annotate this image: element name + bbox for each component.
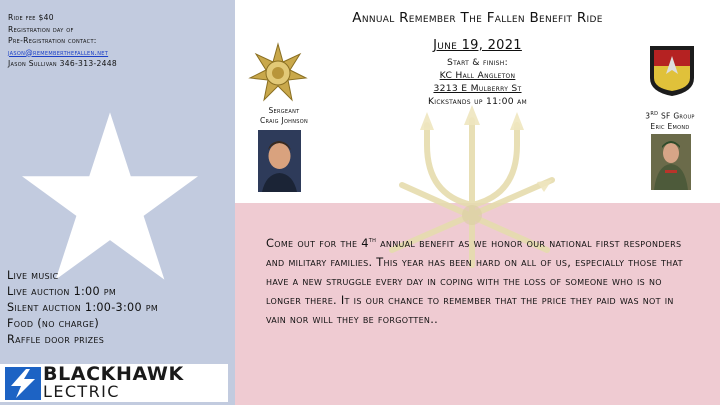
pre-registration-label: Pre-Registration contact:	[8, 36, 97, 45]
venue-name: KC Hall Angleton	[439, 70, 516, 81]
sponsor-name	[43, 363, 184, 401]
honoree-right-unit-line	[626, 108, 714, 122]
venue-address: 3213 E Mulberry St	[433, 83, 522, 94]
amenity-item: Live music	[7, 269, 59, 282]
amenity-item: Raffle door prizes	[7, 333, 105, 346]
registration-day-of: Registration day of	[8, 24, 74, 34]
sponsor-line1: BLACKHAWK	[43, 363, 184, 385]
registration-info	[8, 12, 117, 70]
amenity-item: Food (no charge)	[7, 317, 99, 330]
honoree-right-name: Eric Emond	[650, 121, 690, 131]
kickstands-time: Kickstands up 11:00 am	[427, 96, 528, 107]
honoree-left-caption	[240, 106, 328, 126]
unit-ordinal-suffix: rd	[650, 109, 659, 117]
amenity-item: Live auction 1:00 pm	[7, 285, 117, 298]
lone-star-icon	[22, 112, 198, 280]
honoree-right-photo	[651, 134, 691, 190]
message-part1: Come out for the 4	[266, 235, 369, 250]
lightning-bolt-icon	[5, 367, 41, 400]
contact-email-link[interactable]: jason@rememberthefallen.net	[8, 47, 109, 57]
benefit-message	[266, 231, 686, 329]
sponsor-line2: LECTRIC	[43, 382, 120, 401]
message-ordinal-suffix: th	[368, 236, 377, 244]
ride-fee: Ride fee $40	[8, 13, 54, 22]
sf-group-patch-icon	[648, 44, 696, 98]
honoree-left-rank: Sergeant	[268, 106, 300, 115]
amenity-item: Silent auction 1:00-3:00 pm	[7, 301, 159, 314]
police-star-badge-icon	[248, 42, 308, 104]
event-title: Annual Remember The Fallen Benefit Ride	[352, 10, 603, 26]
message-part2: annual benefit as we honor our national first responders and military families. This year has been hard on all of us, especially those that have a new struggle every day in coping with the loss of someone who is no longer there. It is our chance to remember that the price they paid was not in vain nor will they be forgotten..	[266, 235, 683, 326]
event-date: June 19, 2021	[433, 38, 522, 53]
sponsor-logo	[0, 364, 228, 402]
unit-name: SF Group	[658, 111, 695, 121]
start-finish-label: Start & finish:	[447, 57, 508, 68]
amenities-list	[7, 268, 158, 348]
honoree-left-photo	[258, 130, 301, 192]
honoree-left-name: Craig Johnson	[259, 116, 309, 125]
contact-name-phone: Jason Sullivan 346-313-2448	[8, 59, 118, 68]
unit-ordinal: 3	[645, 111, 651, 121]
honoree-right-caption	[626, 108, 714, 132]
